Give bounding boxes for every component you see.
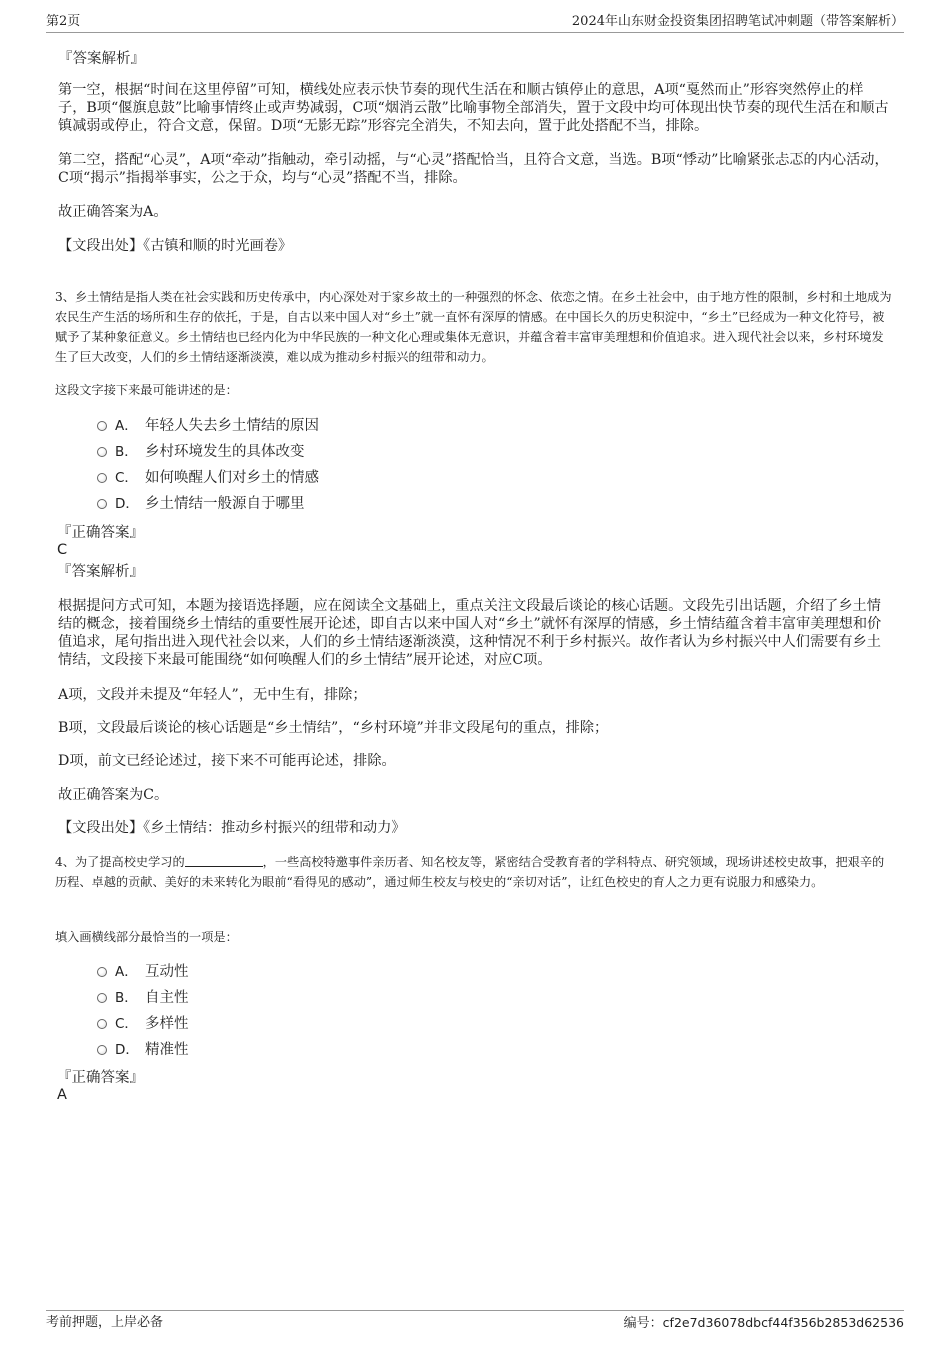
q3-analysis-label: 『答案解析』 xyxy=(57,564,144,580)
code-value: cf2e7d36078dbcf44f356b2853d62536 xyxy=(662,1315,904,1330)
radio-icon[interactable] xyxy=(97,447,107,457)
option-letter: B． xyxy=(115,444,138,460)
option-letter: D． xyxy=(115,496,139,512)
page-header xyxy=(46,14,904,33)
radio-icon[interactable] xyxy=(97,993,107,1003)
q4-question: 填入画横线部分最恰当的一项是： xyxy=(55,930,238,944)
q2-conclusion: 故正确答案为A。 xyxy=(58,204,168,220)
radio-icon[interactable] xyxy=(97,967,107,977)
q3-option-a[interactable] xyxy=(97,417,319,435)
page-number: 第2页 xyxy=(46,14,81,29)
radio-icon[interactable] xyxy=(97,421,107,431)
q3-option-b[interactable] xyxy=(97,443,305,461)
q4-option-a[interactable] xyxy=(97,963,189,981)
footer-slogan: 考前押题，上岸必备 xyxy=(46,1315,164,1330)
q3-answer-label: 『正确答案』 xyxy=(57,525,144,541)
q3-stem: 3、乡土情结是指人类在社会实践和历史传承中，内心深处对于家乡故土的一种强烈的怀念、依恋之情。在乡土社会中，由于地方性的限制，乡村和土地成为农民生产生活的场所和生存的依托，于是，自古以来中国人对“乡土”就一直怀有深厚的情感。在中国长久的历史积淀中，“乡土”已经成为一种文化符号，被赋予了某种象征意义。乡土情结也已经内化为中华民族的一种文化心理或集体无意识，并蕴含着丰富审美理想和价值追求。进入现代社会以来，乡村环境发生了巨大改变，人们的乡土情结逐渐淡漠，难以成为推动乡村振兴的纽带和动力。 xyxy=(55,290,892,364)
option-text: 自主性 xyxy=(145,990,189,1006)
q3-answer: C xyxy=(57,542,68,558)
q3-note-b: B项，文段最后谈论的核心话题是“乡土情结”，“乡村环境”并非文段尾句的重点，排除； xyxy=(58,720,609,736)
option-text: 互动性 xyxy=(145,964,189,980)
q3-note-a: A项，文段并未提及“年轻人”，无中生有，排除； xyxy=(58,687,367,703)
q4-stem-after: ，一些高校特邀事件亲历者、知名校友等，紧密结合受教育者的学科特点、研究领域，现场讲述校史故事，把艰辛的历程、卓越的贡献、美好的未来转化为眼前“看得见的感动”，通过师生校友与校史的“亲切对话”，让红色校史的育人之力更有说服力和感染力。 xyxy=(55,855,885,889)
option-text: 乡土情结一般源自于哪里 xyxy=(145,496,305,512)
q2-analysis-label: 『答案解析』 xyxy=(58,51,145,67)
q4-answer-label: 『正确答案』 xyxy=(57,1070,144,1086)
q3-conclusion: 故正确答案为C。 xyxy=(58,787,169,803)
q4-answer: A xyxy=(57,1087,67,1103)
radio-icon[interactable] xyxy=(97,473,107,483)
option-text: 乡村环境发生的具体改变 xyxy=(145,444,305,460)
q2-analysis-para1: 第一空，根据“时间在这里停留”可知，横线处应表示快节奏的现代生活在和顺古镇停止的意思，A项“戛然而止”形容突然停止的样子，B项“偃旗息鼓”比喻事情终止或声势减弱，C项“烟消云散”比喻事物全部消失，置于文段中均可体现出快节奏的现代生活在和顺古镇减弱或停止，符合文意，保留。D项“无影无踪”形容完全消失，不知去向，置于此处搭配不当，排除。 xyxy=(58,82,889,134)
q4-option-b[interactable] xyxy=(97,989,189,1007)
q3-source: 【文段出处】《乡土情结：推动乡村振兴的纽带和动力》 xyxy=(58,820,406,836)
q3-question: 这段文字接下来最可能讲述的是： xyxy=(55,383,238,397)
code-label: 编号： xyxy=(623,1316,663,1331)
footer-code xyxy=(624,1314,904,1333)
q4-stem-before: 4、为了提高校史学习的 xyxy=(55,855,185,869)
q3-option-d[interactable] xyxy=(97,495,305,513)
radio-icon[interactable] xyxy=(97,499,107,509)
radio-icon[interactable] xyxy=(97,1045,107,1055)
q2-source: 【文段出处】《古镇和顺的时光画卷》 xyxy=(58,238,293,254)
page-footer xyxy=(46,1310,904,1336)
radio-icon[interactable] xyxy=(97,1019,107,1029)
option-text: 如何唤醒人们对乡土的情感 xyxy=(145,470,319,486)
q3-note-d: D项，前文已经论述过，接下来不可能再论述，排除。 xyxy=(58,753,396,769)
option-letter: A． xyxy=(115,964,138,980)
q4-option-c[interactable] xyxy=(97,1015,189,1033)
q4-stem xyxy=(55,852,895,892)
q3-analysis: 根据提问方式可知，本题为接语选择题，应在阅读全文基础上，重点关注文段最后谈论的核心话题。文段先引出话题，介绍了乡土情结的概念，接着围绕乡土情结的重要性展开论述，即自古以来中国人对“乡土”就怀有深厚的情感，乡土情结蕴含着丰富审美理想和价值追求，尾句指出进入现代社会以来，人们的乡土情结逐渐淡漠，这种情况不利于乡村振兴。故作者认为乡村振兴中人们需要有乡土情结，文段接下来最可能围绕“如何唤醒人们的乡土情结”展开论述，对应C项。 xyxy=(58,598,882,668)
option-letter: B． xyxy=(115,990,138,1006)
option-letter: D． xyxy=(115,1042,139,1058)
option-text: 精准性 xyxy=(145,1042,189,1058)
q2-analysis-para2: 第二空，搭配“心灵”，A项“牵动”指触动，牵引动摇，与“心灵”搭配恰当，且符合文意，当选。B项“悸动”比喻紧张忐忑的内心活动，C项“揭示”指揭举事实，公之于众，均与“心灵”搭配不当，排除。 xyxy=(58,152,889,186)
q3-option-c[interactable] xyxy=(97,469,319,487)
fill-blank xyxy=(185,854,263,867)
option-letter: C． xyxy=(115,1016,138,1032)
document-title: 2024年山东财金投资集团招聘笔试冲刺题（带答案解析） xyxy=(571,14,904,29)
option-text: 年轻人失去乡土情结的原因 xyxy=(145,418,319,434)
q4-option-d[interactable] xyxy=(97,1041,189,1059)
option-letter: A． xyxy=(115,418,138,434)
option-text: 多样性 xyxy=(145,1016,189,1032)
option-letter: C． xyxy=(115,470,138,486)
